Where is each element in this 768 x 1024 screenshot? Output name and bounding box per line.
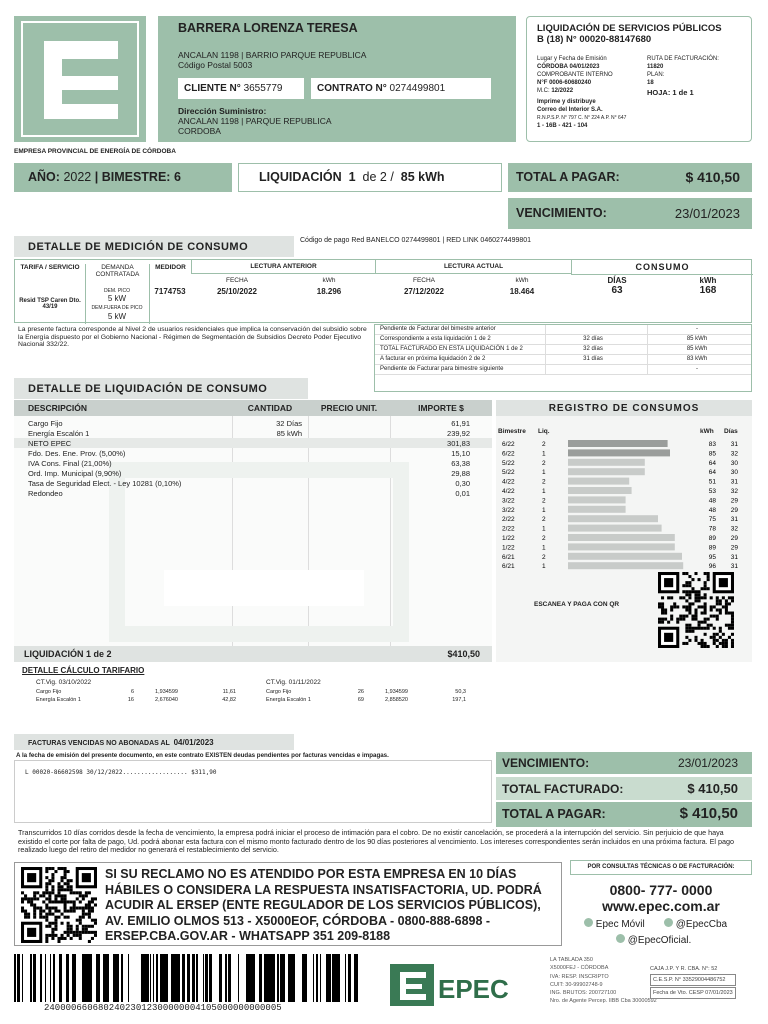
register-bimester: 5/22 xyxy=(502,469,515,477)
contact-website[interactable]: www.epec.com.ar xyxy=(602,898,720,914)
register-days: 29 xyxy=(730,544,738,552)
mobile-app[interactable]: Epec Móvil xyxy=(595,919,645,930)
liquidation-kwh: 85 kWh xyxy=(400,170,445,184)
mobile-app-icon xyxy=(584,918,593,927)
total-billed-box: TOTAL FACTURADO: $ 410,50 xyxy=(496,777,752,800)
legal-notice: Transcurridos 10 días corridos desde la fecha de vencimiento, la empresa podrá iniciar el proceso de intimación para el cobro. De no existir cancelación, se procederá a la interrupción del servicio. Sin perjuicio de que haya existido el corte por falta de pago, Ud. podrá abonar esta factura con el mismo monto facturado dentro de los 90 días posteriores al vencimiento. Los intereses correspondientes serán incluidos en una próxima factura. El pago realizado luego del retiro del medidor no generará el restablecimiento del servicio. xyxy=(18,828,734,855)
register-kwh: 95 xyxy=(708,553,716,561)
subsidy-note: La presente factura corresponde al Nivel 2 de usuarios residenciales que implica la conservación del subsidio sobre la Energía dispuesto por el Gobierno Nacional - Régimen de Segmentación de Subsidios Decreto Poder Ejecutivo Nacional 332/22. xyxy=(18,326,367,349)
postal-code: Código Postal 5003 xyxy=(178,60,253,70)
register-bimester: 6/21 xyxy=(502,553,515,561)
offpeak-demand: 5 kW xyxy=(107,312,127,321)
register-bimester: 2/22 xyxy=(502,525,515,533)
instagram-handle[interactable]: @EpecOficial. xyxy=(627,935,692,946)
epec-footer-e-icon xyxy=(390,964,438,1008)
tariff-cell: 1,934599 xyxy=(155,689,178,695)
register-liq: 2 xyxy=(542,553,546,561)
register-liq: 1 xyxy=(542,506,546,514)
register-bimester: 6/22 xyxy=(502,441,515,448)
totals-due-box: VENCIMIENTO: 23/01/2023 xyxy=(496,752,752,774)
register-liq: 1 xyxy=(542,469,546,477)
prev-reading-date: 25/10/2022 xyxy=(216,287,258,296)
period-box: AÑO: 2022 | BIMESTRE: 6 xyxy=(14,163,232,192)
register-days: 29 xyxy=(730,497,738,505)
register-liq: 2 xyxy=(542,441,546,448)
totals-due-date: 23/01/2023 xyxy=(677,756,738,770)
liquidation-qty: 32 Días xyxy=(276,419,302,428)
ersep-box xyxy=(14,862,562,946)
liquidation-amount: 29,88 xyxy=(451,469,470,478)
pending-kwh: 85 kWh xyxy=(686,336,708,342)
register-days: 32 xyxy=(730,488,738,495)
register-bar xyxy=(568,478,629,485)
epec-fiscal-info: CAJA J.P. Y R. CBA. N°: 52 C.E.S.P. N° 33529004486752 Fecha de Vto. CESP 07/01/2023 xyxy=(650,964,736,999)
register-bar xyxy=(568,562,683,569)
register-bar xyxy=(568,506,626,513)
register-bimester: 4/22 xyxy=(502,478,515,486)
register-kwh: 89 xyxy=(708,544,716,552)
register-title: REGISTRO DE CONSUMOS xyxy=(496,400,752,416)
consumption-bar-chart xyxy=(496,438,752,574)
liquidation-desc: Redondeo xyxy=(28,489,63,498)
contract-number-box: CONTRATO N° 0274499801 xyxy=(311,78,491,99)
tariff-cell: 2,858520 xyxy=(385,697,408,703)
register-kwh: 51 xyxy=(708,478,716,486)
register-kwh: 64 xyxy=(708,459,716,467)
bimester: 6 xyxy=(173,170,181,184)
invoice-title: LIQUIDACIÓN DE SERVICIOS PÚBLICOS xyxy=(537,23,722,34)
register-bimester: 3/22 xyxy=(502,497,515,505)
register-days: 30 xyxy=(730,459,738,467)
register-bimester: 1/22 xyxy=(502,535,515,542)
register-kwh: 89 xyxy=(708,535,716,542)
billing-route: 11820 xyxy=(647,64,664,70)
tariff-cell: Energía Escalón 1 xyxy=(36,697,81,703)
instagram-icon xyxy=(616,934,625,943)
register-kwh: 83 xyxy=(708,441,716,448)
pending-label: TOTAL FACTURADO EN ESTA LIQUIDACIÓN 1 de 2 xyxy=(380,346,523,352)
liquidation-desc: Fdo. Des. Ene. Prov. (5,00%) xyxy=(28,449,126,458)
register-kwh: 64 xyxy=(708,469,716,477)
register-kwh: 78 xyxy=(708,525,716,533)
internal-receipt: N°F 0006-60680240 xyxy=(537,80,592,86)
issue-place-date: CÓRDOBA 04/01/2023 xyxy=(537,64,600,70)
twitter-handle[interactable]: @EpecCba xyxy=(675,919,728,930)
pending-days: 32 días xyxy=(583,336,603,342)
register-bar xyxy=(568,515,658,522)
due-date: 23/01/2023 xyxy=(674,206,740,221)
register-bar xyxy=(568,449,670,456)
contract-number: 0274499801 xyxy=(389,83,446,94)
register-bar xyxy=(568,534,675,541)
pending-kwh: - xyxy=(696,366,698,372)
epec-address: LA TABLADA 350 X5000FEJ - CÓRDOBA IVA: RESP. INSCRIPTO CUIT: 30-99902748-9 ING. BRUTOS: 200727100 Nro. de Agente Percep. IIBB Cba 30000592 xyxy=(550,957,657,1005)
register-days: 32 xyxy=(730,525,738,533)
register-bar xyxy=(568,487,632,494)
supply-city: CORDOBA xyxy=(178,126,221,136)
liquidation-amount: 0,30 xyxy=(455,479,470,488)
liquidation-desc: Ord. Imp. Municipal (9,90%) xyxy=(28,469,122,478)
pending-table xyxy=(374,324,752,392)
liquidation-amount: 0,01 xyxy=(455,489,470,498)
register-liq: 1 xyxy=(542,525,546,533)
liquidation-qty: 85 kWh xyxy=(276,429,302,438)
contact-box xyxy=(570,860,752,950)
tariff-detail-title: DETALLE CÁLCULO TARIFARIO xyxy=(22,666,145,675)
register-bar xyxy=(568,496,626,503)
prev-reading-kwh: 18.296 xyxy=(316,287,342,296)
register-bimester: 1/22 xyxy=(502,544,515,552)
liquidation-desc: Tasa de Seguridad Elect. - Ley 10281 (0,10%) xyxy=(28,479,182,488)
measurement-table: TARIFA / SERVICIO DEMANDA CONTRATADA MEDIDOR LECTURA ANTERIOR LECTURA ACTUAL CONSUMO FECHA kWh FECHA kWh DÍAS kWh Resid TSP Caren Dto. 43/19 DEM. PICO 5 kW DEM.FUERA DE PICO 5 kW 7174753 25/10/2022 18.296 27/12/2022 18.464 63 168 xyxy=(14,259,752,323)
supply-label: Dirección Suministro: xyxy=(178,106,267,116)
total-to-pay: $ 410,50 xyxy=(679,805,738,822)
supply-address: ANCALAN 1198 | PARQUE REPUBLICA xyxy=(178,116,332,126)
register-days: 31 xyxy=(730,553,738,561)
ersep-qr-code[interactable] xyxy=(21,867,97,943)
register-liq: 1 xyxy=(542,450,546,458)
tariff-cell: Cargo Fijo xyxy=(266,689,292,695)
pending-label: Pendiente de Facturar del bimestre anterior xyxy=(380,326,496,332)
register-bimester: 6/22 xyxy=(502,450,515,458)
total-amount: $ 410,50 xyxy=(685,169,740,185)
register-liq: 2 xyxy=(542,478,546,486)
invoice-info-box: LIQUIDACIÓN DE SERVICIOS PÚBLICOS B (18) N° 00020-88147680 Lugar y Fecha de Emisión CÓRDOBA 04/01/2023 COMPROBANTE INTERNO N°F 0006-60680240 M.C: 12/2022 Imprime y distribuye Correo del Interior S.A. R.N.P.S.P. N° 797 C. N° 224 A.P. N° 647 1 - 16B - 421 - 104 RUTA DE FACTURACIÓN: 11820 PLAN: 18 HOJA: 1 de 1 xyxy=(526,16,752,142)
scan-qr-label: ESCANEA Y PAGA CON QR xyxy=(534,601,620,608)
overdue-invoice-line: L 00020-86602598 30/12/2022.................. $311,90 xyxy=(25,769,217,776)
overdue-box xyxy=(14,760,492,823)
register-bar xyxy=(568,543,675,550)
register-liq: 2 xyxy=(542,516,546,524)
meter-number: 7174753 xyxy=(154,287,186,296)
register-liq: 2 xyxy=(542,459,546,467)
register-kwh: 53 xyxy=(708,488,716,495)
company-tagline: EMPRESA PROVINCIAL DE ENERGÍA DE CÓRDOBA xyxy=(14,148,176,155)
tariff-cell: 197,1 xyxy=(452,697,466,703)
tariff-cell: 16 xyxy=(127,697,134,703)
barcode-number: 24000066068024023012300000004105000000000005 xyxy=(44,1003,282,1013)
total-pay-box: TOTAL A PAGAR: $ 410,50 xyxy=(496,802,752,827)
curr-reading-date: 27/12/2022 xyxy=(403,287,445,296)
payment-code: Código de pago Red BANELCO 0274499801 | RED LINK 0460274499801 xyxy=(300,237,532,244)
liquidation-box: LIQUIDACIÓN 1 de 2 / 85 kWh xyxy=(238,163,502,192)
tariff-cell: 69 xyxy=(357,697,364,703)
twitter-icon xyxy=(664,918,673,927)
register-liq: 2 xyxy=(542,497,546,505)
register-bar xyxy=(568,459,645,466)
register-days: 29 xyxy=(730,535,738,542)
liquidation-amount: 239,92 xyxy=(447,429,470,438)
contact-title: POR CONSULTAS TÉCNICAS O DE FACTURACIÓN: xyxy=(570,860,752,875)
epec-footer-logo xyxy=(390,964,536,1008)
pending-kwh: 85 kWh xyxy=(686,346,708,352)
pending-kwh: - xyxy=(696,326,698,332)
register-bimester: 6/21 xyxy=(502,563,515,571)
epec-wordmark: EPEC xyxy=(438,974,509,1004)
consumption-register: REGISTRO DE CONSUMOS Bimestre Liq. kWh Días 6/22 2 83 31 6/22 1 85 32 5/22 2 64 30 5/22 1 64 30 4/22 2 51 31 4/22 1 53 32 3/22 2 48 29 3/22 1 48 29 2/22 2 75 31 2/22 1 78 32 1/22 2 89 29 1/22 1 89 29 6/21 2 95 31 6/21 1 96 31 ESCANEA Y PAGA CON QR xyxy=(496,400,752,662)
register-days: 29 xyxy=(730,506,738,514)
tariff-cell: 42,82 xyxy=(222,697,236,703)
contact-phone[interactable]: 0800- 777- 0000 xyxy=(609,882,713,898)
curr-reading-kwh: 18.464 xyxy=(509,287,535,296)
register-days: 31 xyxy=(730,516,738,524)
tariff-cell: 50,3 xyxy=(455,689,466,695)
days: 63 xyxy=(611,285,623,296)
barcode xyxy=(14,954,360,1002)
liquidation-desc: IVA Cons. Final (21,00%) xyxy=(28,459,112,468)
liquidation-desc: Energía Escalón 1 xyxy=(28,429,90,438)
register-bar xyxy=(568,440,668,447)
register-bimester: 5/22 xyxy=(502,459,515,467)
register-bimester: 3/22 xyxy=(502,506,515,514)
pending-days: 31 días xyxy=(583,356,603,362)
customer-name: BARRERA LORENZA TERESA xyxy=(178,21,358,35)
overdue-title-box: FACTURAS VENCIDAS NO ABONADAS AL 04/01/2023 xyxy=(14,734,294,750)
client-number-box: CLIENTE N° 3655779 xyxy=(178,78,304,99)
customer-panel xyxy=(158,16,516,142)
pending-label: Correspondiente a esta liquidación 1 de 2 xyxy=(380,336,491,342)
epec-e-icon xyxy=(14,16,146,142)
register-kwh: 48 xyxy=(708,497,716,505)
tariff-cell: 1,934599 xyxy=(385,689,408,695)
client-number: 3655779 xyxy=(243,83,283,94)
register-days: 30 xyxy=(730,469,738,477)
pending-days: 32 días xyxy=(583,346,603,352)
liquidation-amount: 15,10 xyxy=(451,449,470,458)
register-liq: 1 xyxy=(542,544,546,552)
tariff-cell: Energía Escalón 1 xyxy=(266,697,311,703)
register-days: 31 xyxy=(730,563,738,571)
register-days: 32 xyxy=(730,450,738,458)
year: 2022 xyxy=(63,170,92,184)
tariff-cell: 6 xyxy=(130,689,134,695)
register-kwh: 85 xyxy=(708,450,716,458)
tariff-cell: 11,61 xyxy=(222,689,236,695)
register-kwh: 48 xyxy=(708,506,716,514)
liquidation-footer-total: $410,50 xyxy=(447,649,480,659)
register-bar xyxy=(568,553,682,560)
total-to-pay-box: TOTAL A PAGAR: $ 410,50 xyxy=(508,163,752,192)
liquidation-amount: 301,83 xyxy=(447,439,470,448)
overdue-note: A la fecha de emisión del presente documento, en este contrato EXISTEN deudas pendientes por facturas vencidas e impagas. xyxy=(16,752,389,759)
invoice-number: B (18) N° 00020-88147680 xyxy=(537,34,652,45)
pending-label: A facturar en próxima liquidación 2 de 2 xyxy=(380,356,486,362)
customer-address: ANCALAN 1198 | BARRIO PARQUE REPUBLICA xyxy=(178,50,367,60)
tariff-cell: Cargo Fijo xyxy=(36,689,62,695)
register-bar xyxy=(568,525,662,532)
liquidation-table: DESCRIPCIÓN CANTIDAD PRECIO UNIT. IMPORTE $ Cargo Fijo 32 Días 61,91 Energía Escalón 1 85 kWh 239,92 NETO EPEC 301,83 Fdo. Des. Ene. Prov. (5,00%) 15,10 IVA Cons. Final (21,00%) 63,38 Ord. Imp. Municipal (9,90%) 29,88 Tasa de Seguridad Elect. - Ley 10281 (0,10%) 0,30 Redondeo 0,01 LIQUIDACIÓN 1 de 2 $410,50 xyxy=(14,400,492,662)
register-liq: 1 xyxy=(542,563,546,571)
register-kwh: 75 xyxy=(708,516,716,524)
register-kwh: 96 xyxy=(708,563,716,571)
register-days: 31 xyxy=(730,441,738,448)
ersep-claim-text: SI SU RECLAMO NO ES ATENDIDO POR ESTA EMPRESA EN 10 DÍAS HÁBILES O CONSIDERA LA RESPUESTA INSATISFACTORIA, UD. PODRÁ ACUDIR AL ERSEP (ENTE REGULADOR DE LOS SERVICIOS PÚBLICOS), AV. EMILIO OLMOS 513 - X5000EOF, CÓRDOBA - 0800-888-6898 - ERSEP.CBA.GOV.AR - WHATSAPP 351 209-8188 xyxy=(105,867,542,943)
peak-demand: 5 kW xyxy=(107,294,127,303)
due-date-box: VENCIMIENTO: 23/01/2023 xyxy=(508,198,752,229)
total-billed: $ 410,50 xyxy=(687,781,738,796)
page-number: HOJA: 1 de 1 xyxy=(647,88,694,97)
plan: 18 xyxy=(647,80,654,86)
tariff-cell: 2,676040 xyxy=(155,697,178,703)
register-bimester: 2/22 xyxy=(502,516,515,524)
register-bar xyxy=(568,468,645,475)
tariff-detail: DETALLE CÁLCULO TARIFARIO CT.Vig. 03/10/2022 CT.Vig. 01/11/2022 Cargo Fijo 6 1,934599 11,61 Energía Escalón 1 16 2,676040 42,82 Cargo Fijo 26 1,934599 50,3 Energía Escalón 1 69 2,858520 197,1 xyxy=(14,664,492,730)
liquidation-desc: Cargo Fijo xyxy=(28,419,63,428)
pending-label: Pendiente de Facturar para bimestre siguiente xyxy=(380,366,504,372)
pending-kwh: 83 kWh xyxy=(686,356,708,362)
measurement-title: DETALLE DE MEDICIÓN DE CONSUMO xyxy=(14,236,294,257)
liquidation-desc: NETO EPEC xyxy=(28,439,72,448)
payment-qr-code[interactable] xyxy=(658,572,734,648)
register-days: 31 xyxy=(730,478,738,486)
register-liq: 1 xyxy=(542,488,546,495)
consumption-kwh: 168 xyxy=(699,285,717,296)
liquidation-footer-label: LIQUIDACIÓN 1 de 2 xyxy=(24,649,112,659)
overdue-date: 04/01/2023 xyxy=(173,738,214,747)
register-bimester: 4/22 xyxy=(502,488,515,495)
liquidation-amount: 61,91 xyxy=(451,419,470,428)
register-liq: 2 xyxy=(542,535,546,542)
liquidation-title: DETALLE DE LIQUIDACIÓN DE CONSUMO xyxy=(14,378,308,399)
epec-logo-box xyxy=(14,16,146,142)
liquidation-amount: 63,38 xyxy=(451,459,470,468)
tariff-cell: 26 xyxy=(357,689,364,695)
tariff: Resid TSP Caren Dto. 43/19 xyxy=(19,298,81,310)
